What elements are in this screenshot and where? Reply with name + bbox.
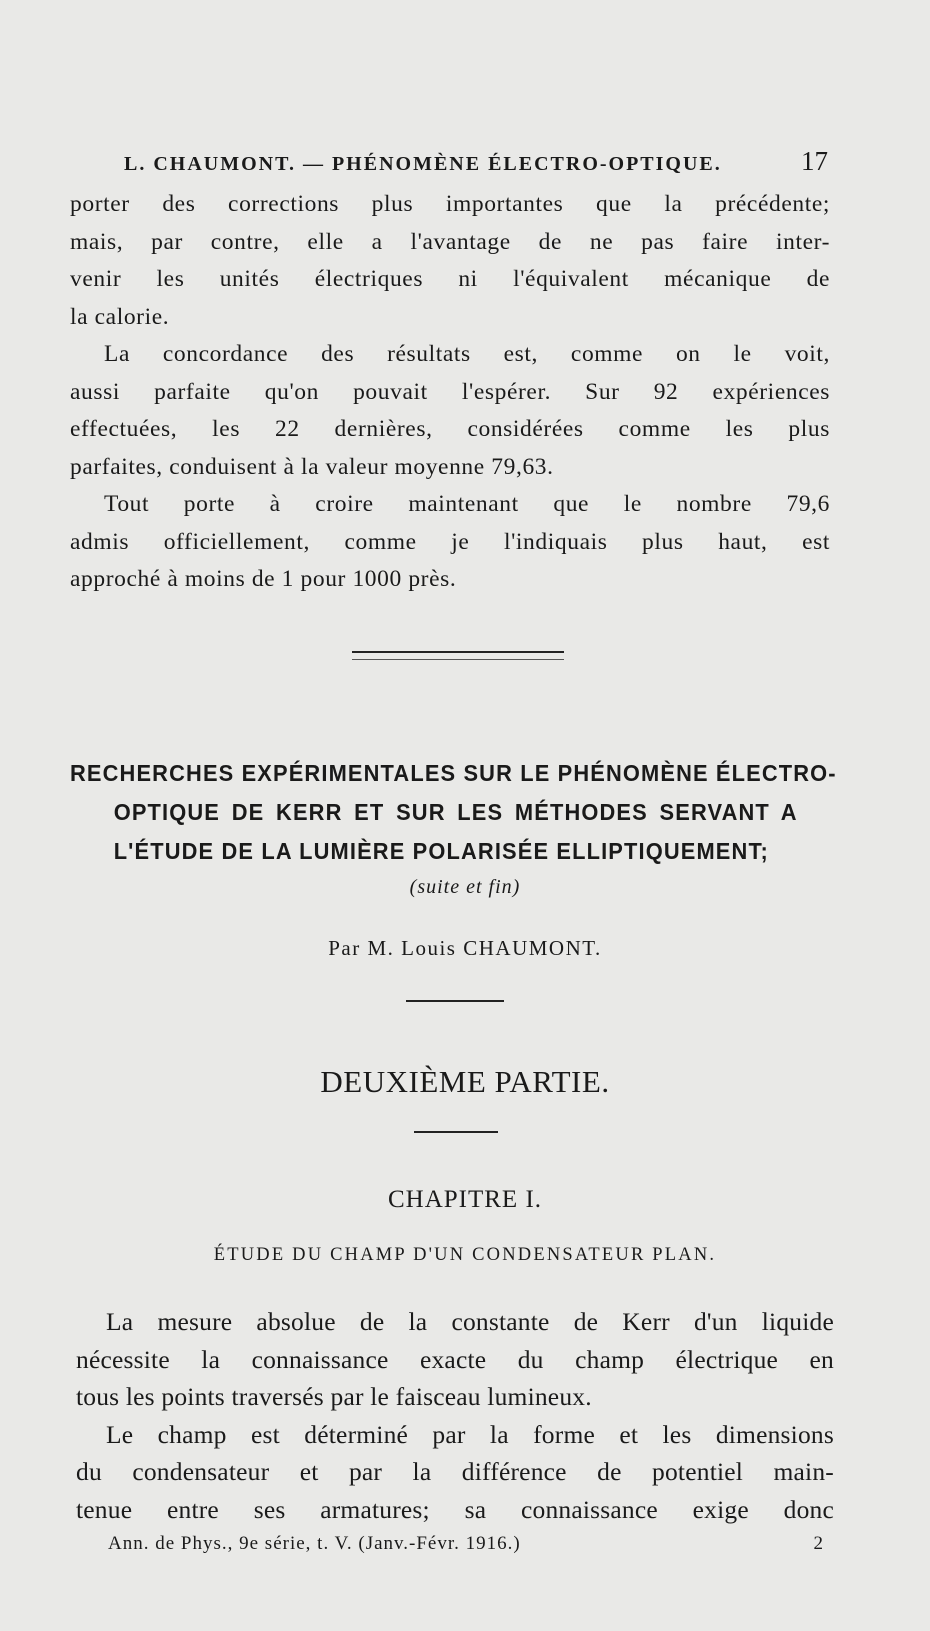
article-title: [70, 754, 837, 871]
signature-mark: 2: [813, 1533, 824, 1554]
page-number: 17: [801, 146, 828, 176]
text-line: tous les points traversés par le faisceau lumineux.: [76, 1382, 592, 1411]
title-line: L'ÉTUDE DE LA LUMIÈRE POLARISÉE ELLIPTIQUEMENT;: [113, 838, 769, 864]
text-line: Le champ est déterminé par la forme et les dimensions: [106, 1419, 834, 1449]
text-line: Tout porte à croire maintenant que le nombre 79,6: [104, 491, 830, 517]
text-line: admis officiellement, comme je l'indiquais plus haut, est: [70, 528, 830, 555]
text-line: aussi parfaite qu'on pouvait l'espérer. Sur 92 expériences: [70, 378, 830, 405]
article-author: Par M. Louis CHAUMONT.: [328, 936, 602, 960]
text-line: nécessite la connaissance exacte du champ électrique en: [76, 1344, 834, 1374]
title-line: OPTIQUE DE KERR ET SUR LES MÉTHODES SERVANT A: [113, 799, 798, 825]
text-line: approché à moins de 1 pour 1000 près.: [70, 566, 457, 592]
text-line: mais, par contre, elle a l'avantage de ne pas faire inter-: [70, 228, 830, 255]
text-line: tenue entre ses armatures; sa connaissance exige donc: [76, 1494, 834, 1524]
text-line: venir les unités électriques ni l'équivalent mécanique de: [70, 266, 830, 292]
article-body: [76, 1303, 834, 1528]
page-footer: [108, 1533, 824, 1555]
text-line: effectuées, les 22 dernières, considérées comme les plus: [70, 416, 830, 442]
text-line: du condensateur et par la différence de potentiel main-: [76, 1457, 834, 1486]
text-line: parfaites, conduisent à la valeur moyenne 79,63.: [70, 453, 554, 480]
previous-article-text: [70, 186, 830, 599]
journal-reference: Ann. de Phys., 9e série, t. V. (Janv.-Févr. 1916.): [108, 1533, 521, 1554]
part-heading: DEUXIÈME PARTIE.: [320, 1064, 610, 1099]
running-head: [124, 146, 828, 177]
chapter-heading: CHAPITRE I.: [387, 1186, 543, 1213]
text-line: La mesure absolue de la constante de Kerr d'un liquide: [106, 1307, 834, 1336]
section-separator: [352, 651, 564, 660]
short-rule: [414, 1131, 498, 1133]
text-line: La concordance des résultats est, comme on le voit,: [104, 341, 830, 367]
short-rule: [406, 1000, 504, 1002]
running-head-title: L. CHAUMONT. — PHÉNOMÈNE ÉLECTRO-OPTIQUE.: [124, 153, 722, 175]
chapter-title: ÉTUDE DU CHAMP D'UN CONDENSATEUR PLAN.: [213, 1245, 717, 1265]
text-line: la calorie.: [70, 303, 170, 330]
article-subtitle: (suite et fin): [409, 876, 521, 898]
title-line: RECHERCHES EXPÉRIMENTALES SUR LE PHÉNOMÈNE ÉLECTRO-: [70, 760, 837, 786]
text-line: porter des corrections plus importantes que la précédente;: [70, 191, 830, 217]
